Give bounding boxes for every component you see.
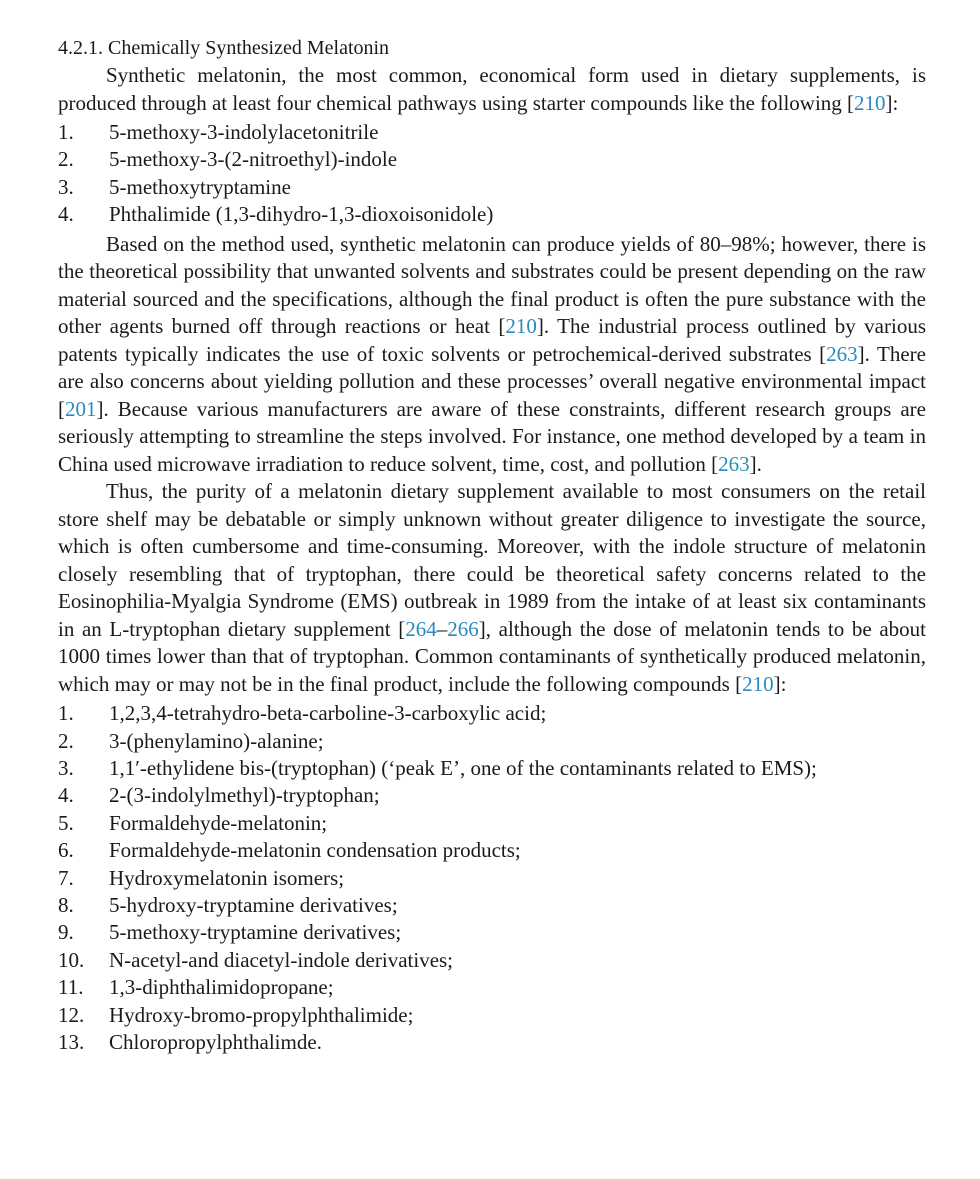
list-item-text: 1,3-diphthalimidopropane; [109,975,334,1000]
list-item [58,728,926,755]
list-number: 4. [58,783,74,808]
contaminants-list [58,700,926,1056]
list-item [58,892,926,919]
range-dash: – [436,616,448,641]
citation-link[interactable]: 210 [505,314,537,339]
list-number: 2. [58,147,74,172]
list-item [58,1029,926,1056]
list-item [58,146,926,173]
citation-link[interactable]: 201 [65,396,97,421]
list-item-text: 5-methoxy-tryptamine derivatives; [109,920,402,945]
list-item-text: Phthalimide (1,3-dihydro-1,3-dioxoisonidole) [109,202,494,227]
list-number: 3. [58,755,74,780]
paragraph-text: ]. Because various manufacturers are aware of these constraints, different research groups are seriously attempting to streamline the steps involved. For instance, one method developed by a team in China used microwave irradiation to reduce solvent, time, cost, and pollution [ [58,396,926,476]
list-item [58,1002,926,1029]
list-item [58,810,926,837]
list-number: 9. [58,920,74,945]
list-number: 11. [58,975,84,1000]
list-item-text: 5-methoxy-3-indolylacetonitrile [109,120,379,144]
list-number: 1. [58,120,74,144]
list-item-text: 3-(phenylamino)-alanine; [109,728,324,753]
list-item [58,755,926,782]
list-item [58,782,926,809]
intro-paragraph [58,62,926,117]
list-item [58,700,926,727]
list-number: 1. [58,701,74,726]
list-number: 13. [58,1030,85,1054]
list-item-text: Chloropropylphthalimde. [109,1030,322,1054]
citation-link[interactable]: 266 [447,616,479,641]
list-number: 8. [58,892,74,917]
list-number: 2. [58,728,74,753]
list-item-text: 5-methoxy-3-(2-nitroethyl)-indole [109,147,398,172]
citation-link[interactable]: 210 [742,671,774,696]
yield-paragraph [58,231,926,479]
paragraph-text: ]. [749,451,762,476]
list-number: 5. [58,810,74,835]
paragraph-text: ]: [773,671,787,696]
list-item [58,837,926,864]
paragraph-text: Thus, the purity of a melatonin dietary supplement available to most consumers on the retail store shelf may be debatable or simply unknown without greater diligence to investigate the source, which is often cumbersome and time-consuming. Moreover, with the indole structure of melatonin closely resembling that of tryptophan, there could be theoretical safety concerns related to the Eosinophilia-Myalgia Syndrome (EMS) outbreak in 1989 from the intake of at least six contaminants in an L-tryptophan dietary supplement [ [58,479,926,641]
document-page [58,34,926,1058]
list-item-text: Formaldehyde-melatonin condensation products; [109,838,521,863]
list-number: 7. [58,865,74,890]
list-item [58,174,926,201]
list-item-text: 1,1′-ethylidene bis-(tryptophan) (‘peak E’, one of the contaminants related to EMS); [109,755,817,780]
list-item [58,947,926,974]
starter-compounds-list [58,119,926,229]
paragraph-text: ]: [885,90,899,115]
list-item-text: N-acetyl-and diacetyl-indole derivatives; [109,947,454,972]
list-item [58,919,926,946]
paragraph-text: ]. The industrial process outlined by various patents typically indicates the use of toxic solvents or petrochemical-derived substrates [ [58,314,926,366]
citation-link[interactable]: 263 [718,451,750,476]
list-number: 12. [58,1002,85,1027]
list-item-text: 1,2,3,4-tetrahydro-beta-carboline-3-carboxylic acid; [109,701,547,726]
paragraph-text: Synthetic melatonin, the most common, economical form used in dietary supplements, is produced through at least four chemical pathways using starter compounds like the following [ [58,63,926,115]
list-item [58,865,926,892]
list-item-text: 2-(3-indolylmethyl)-tryptophan; [109,783,380,808]
list-number: 4. [58,202,74,227]
list-item-text: Hydroxymelatonin isomers; [109,865,345,890]
list-item-text: Hydroxy-bromo-propylphthalimide; [109,1002,414,1027]
list-item [58,119,926,146]
paragraph-text: ]. There are also concerns about yielding pollution and these processes’ overall negative environmental impact [ [58,341,926,421]
paragraph-text: ], although the dose of melatonin tends to be about 1000 times lower than that of tryptophan. Common contaminants of synthetically produced melatonin, which may or may not be in the final product, include the following compounds [ [58,616,926,696]
list-item-text: Formaldehyde-melatonin; [109,810,328,835]
paragraph-text: Based on the method used, synthetic melatonin can produce yields of 80–98%; however, there is the theoretical possibility that unwanted solvents and substrates could be present depending on the raw material sourced and the specifications, although the final product is often the pure substance with the other agents burned off through reactions or heat [ [58,231,926,339]
citation-link[interactable]: 264 [405,616,437,641]
citation-link[interactable]: 263 [826,341,858,366]
list-number: 10. [58,947,85,972]
citation-link[interactable]: 210 [854,90,886,115]
section-heading: 4.2.1. Chemically Synthesized Melatonin [58,37,390,59]
list-item-text: 5-hydroxy-tryptamine derivatives; [109,892,398,917]
list-item-text: 5-methoxytryptamine [109,174,291,199]
list-number: 6. [58,838,74,863]
list-number: 3. [58,174,74,199]
list-item [58,201,926,228]
list-item [58,974,926,1001]
purity-paragraph [58,478,926,698]
